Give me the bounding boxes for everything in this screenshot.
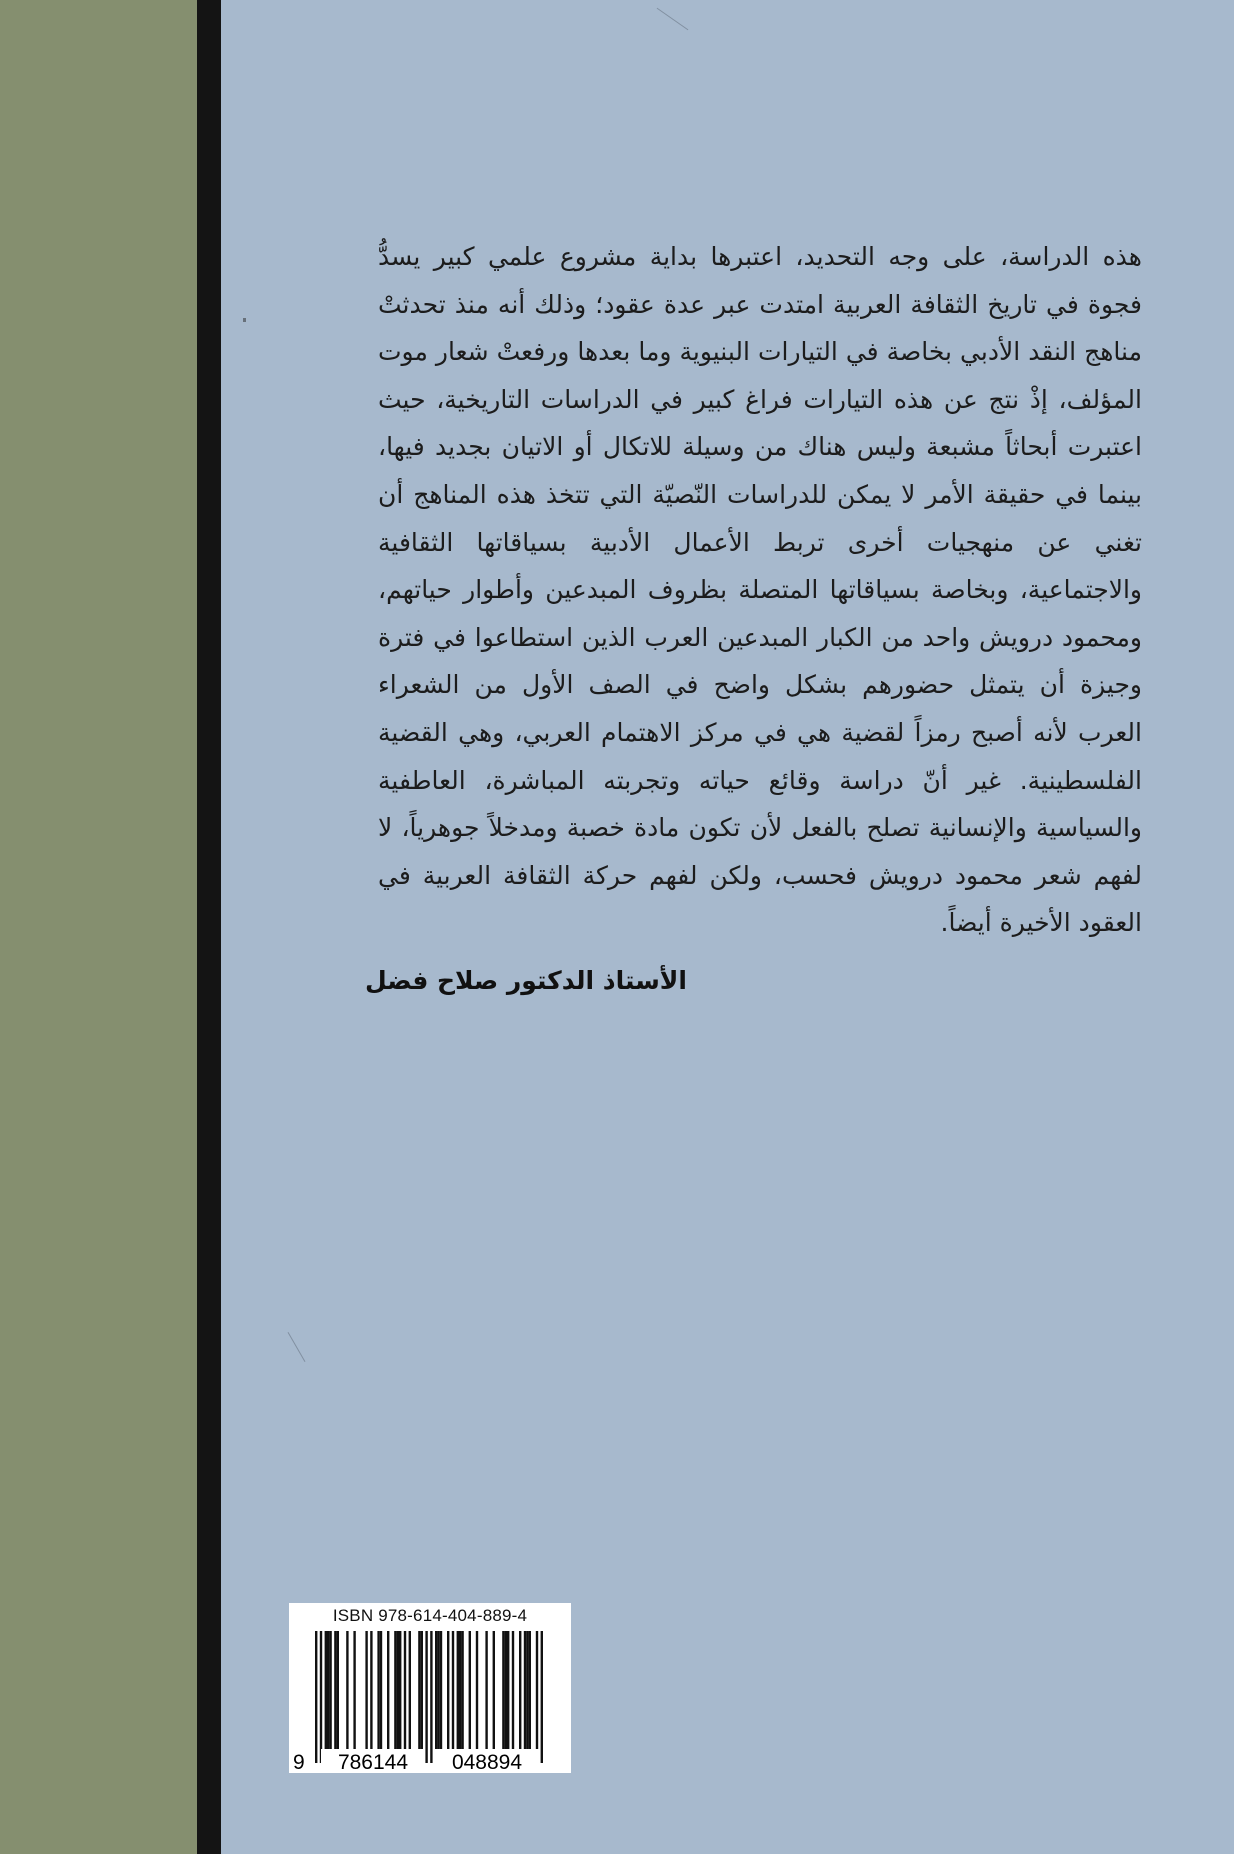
barcode-bar bbox=[399, 1631, 401, 1749]
barcode-bar bbox=[409, 1631, 411, 1749]
barcode-bar bbox=[430, 1631, 432, 1763]
barcode-bar bbox=[476, 1631, 478, 1749]
barcode-bar bbox=[512, 1631, 514, 1749]
barcode-bar bbox=[404, 1631, 406, 1749]
barcode-bar bbox=[418, 1631, 420, 1749]
barcode-bar bbox=[337, 1631, 339, 1749]
isbn-barcode bbox=[289, 1603, 571, 1773]
barcode-bar bbox=[353, 1631, 355, 1749]
barcode-bar bbox=[519, 1631, 521, 1749]
barcode-bar bbox=[377, 1631, 379, 1749]
barcode-bar bbox=[437, 1631, 439, 1749]
barcode-bar bbox=[493, 1631, 495, 1749]
cover-scratch bbox=[657, 8, 689, 31]
barcode-bar bbox=[469, 1631, 471, 1749]
barcode-bar bbox=[541, 1631, 543, 1763]
barcode-bar bbox=[485, 1631, 487, 1749]
barcode-bar bbox=[440, 1631, 442, 1749]
barcode-lead-digit: 9 bbox=[293, 1751, 305, 1773]
barcode-bar bbox=[452, 1631, 454, 1749]
barcode-bar bbox=[346, 1631, 348, 1749]
barcode-bar bbox=[397, 1631, 399, 1749]
cover-scratch bbox=[243, 318, 246, 322]
spine-green-band bbox=[0, 0, 197, 1854]
barcode-bar bbox=[325, 1631, 327, 1749]
barcode-bar bbox=[435, 1631, 437, 1749]
barcode-bar bbox=[459, 1631, 461, 1749]
isbn-label: ISBN 978-614-404-889-4 bbox=[332, 1606, 528, 1625]
barcode-bar bbox=[425, 1631, 427, 1763]
barcode-bar bbox=[334, 1631, 336, 1749]
cover-scratch bbox=[288, 1332, 306, 1362]
author-signature: الأستاذ الدكتور صلاح فضل bbox=[365, 966, 687, 995]
barcode-right-digits: 048894 bbox=[451, 1751, 523, 1773]
blurb-paragraph: هذه الدراسة، على وجه التحديد، اعتبرها بداية مشروع علمي كبير يسدُّ فجوة في تاريخ الثقافة العربية امتدت عبر عدة عقود؛ وذلك أنه منذ تحدثتْ مناهج النقد الأدبي بخاصة في التيارات البنيوية وما بعدها ورفعتْ شعار موت المؤلف، إذْ نتج عن هذه التيارات فراغ كبير في الدراسات التاريخية، حيث اعتبرت أبحاثاً مشبعة وليس هناك من وسيلة للاتكال أو الاتيان بجديد فيها، بينما في حقيقة الأمر لا يمكن للدراسات النّصيّة التي تتخذ هذه المناهج أن تغني عن منهجيات أخرى تربط الأعمال الأدبية بسياقاتها الثقافية والاجتماعية، وبخاصة بسياقاتها المتصلة بظروف المبدعين وأطوار حياتهم، ومحمود درويش واحد من الكبار المبدعين العرب الذين استطاعوا في فترة وجيزة أن يتمثل حضورهم بشكل واضح في الصف الأول من الشعراء العرب لأنه أصبح رمزاً لقضية هي في مركز الاهتمام العربي، وهي القضية الفلسطينية. غير أنّ دراسة وقائع حياته وتجربته المباشرة، العاطفية والسياسية والإنسانية تصلح بالفعل لأن تكون مادة خصبة ومدخلاً جوهرياً، لا لفهم شعر محمود درويش فحسب، ولكن لفهم حركة الثقافة العربية في العقود الأخيرة أيضاً. bbox=[378, 242, 1142, 938]
spine-black-band bbox=[197, 0, 221, 1854]
barcode-left-digits: 786144 bbox=[337, 1751, 409, 1773]
barcode-bar bbox=[320, 1631, 322, 1763]
barcode-bar bbox=[447, 1631, 449, 1749]
barcode-bar bbox=[370, 1631, 372, 1749]
barcode-bar bbox=[380, 1631, 382, 1749]
barcode-bar bbox=[387, 1631, 389, 1749]
blurb-text bbox=[378, 233, 1142, 947]
barcode-bar bbox=[315, 1631, 317, 1763]
barcode-bar bbox=[529, 1631, 531, 1749]
barcode-bar bbox=[524, 1631, 526, 1749]
barcode-bar bbox=[507, 1631, 509, 1749]
barcode-bar bbox=[329, 1631, 331, 1749]
barcode-bar bbox=[502, 1631, 504, 1749]
barcode-bar bbox=[421, 1631, 423, 1749]
barcode-bar bbox=[505, 1631, 507, 1749]
barcode-bar bbox=[536, 1631, 538, 1763]
barcode-bar bbox=[457, 1631, 459, 1749]
barcode-bar bbox=[526, 1631, 528, 1749]
barcode-bar bbox=[394, 1631, 396, 1749]
barcode-bars bbox=[289, 1603, 571, 1773]
barcode-bar bbox=[461, 1631, 463, 1749]
barcode-bar bbox=[365, 1631, 367, 1749]
barcode-bar bbox=[327, 1631, 329, 1749]
